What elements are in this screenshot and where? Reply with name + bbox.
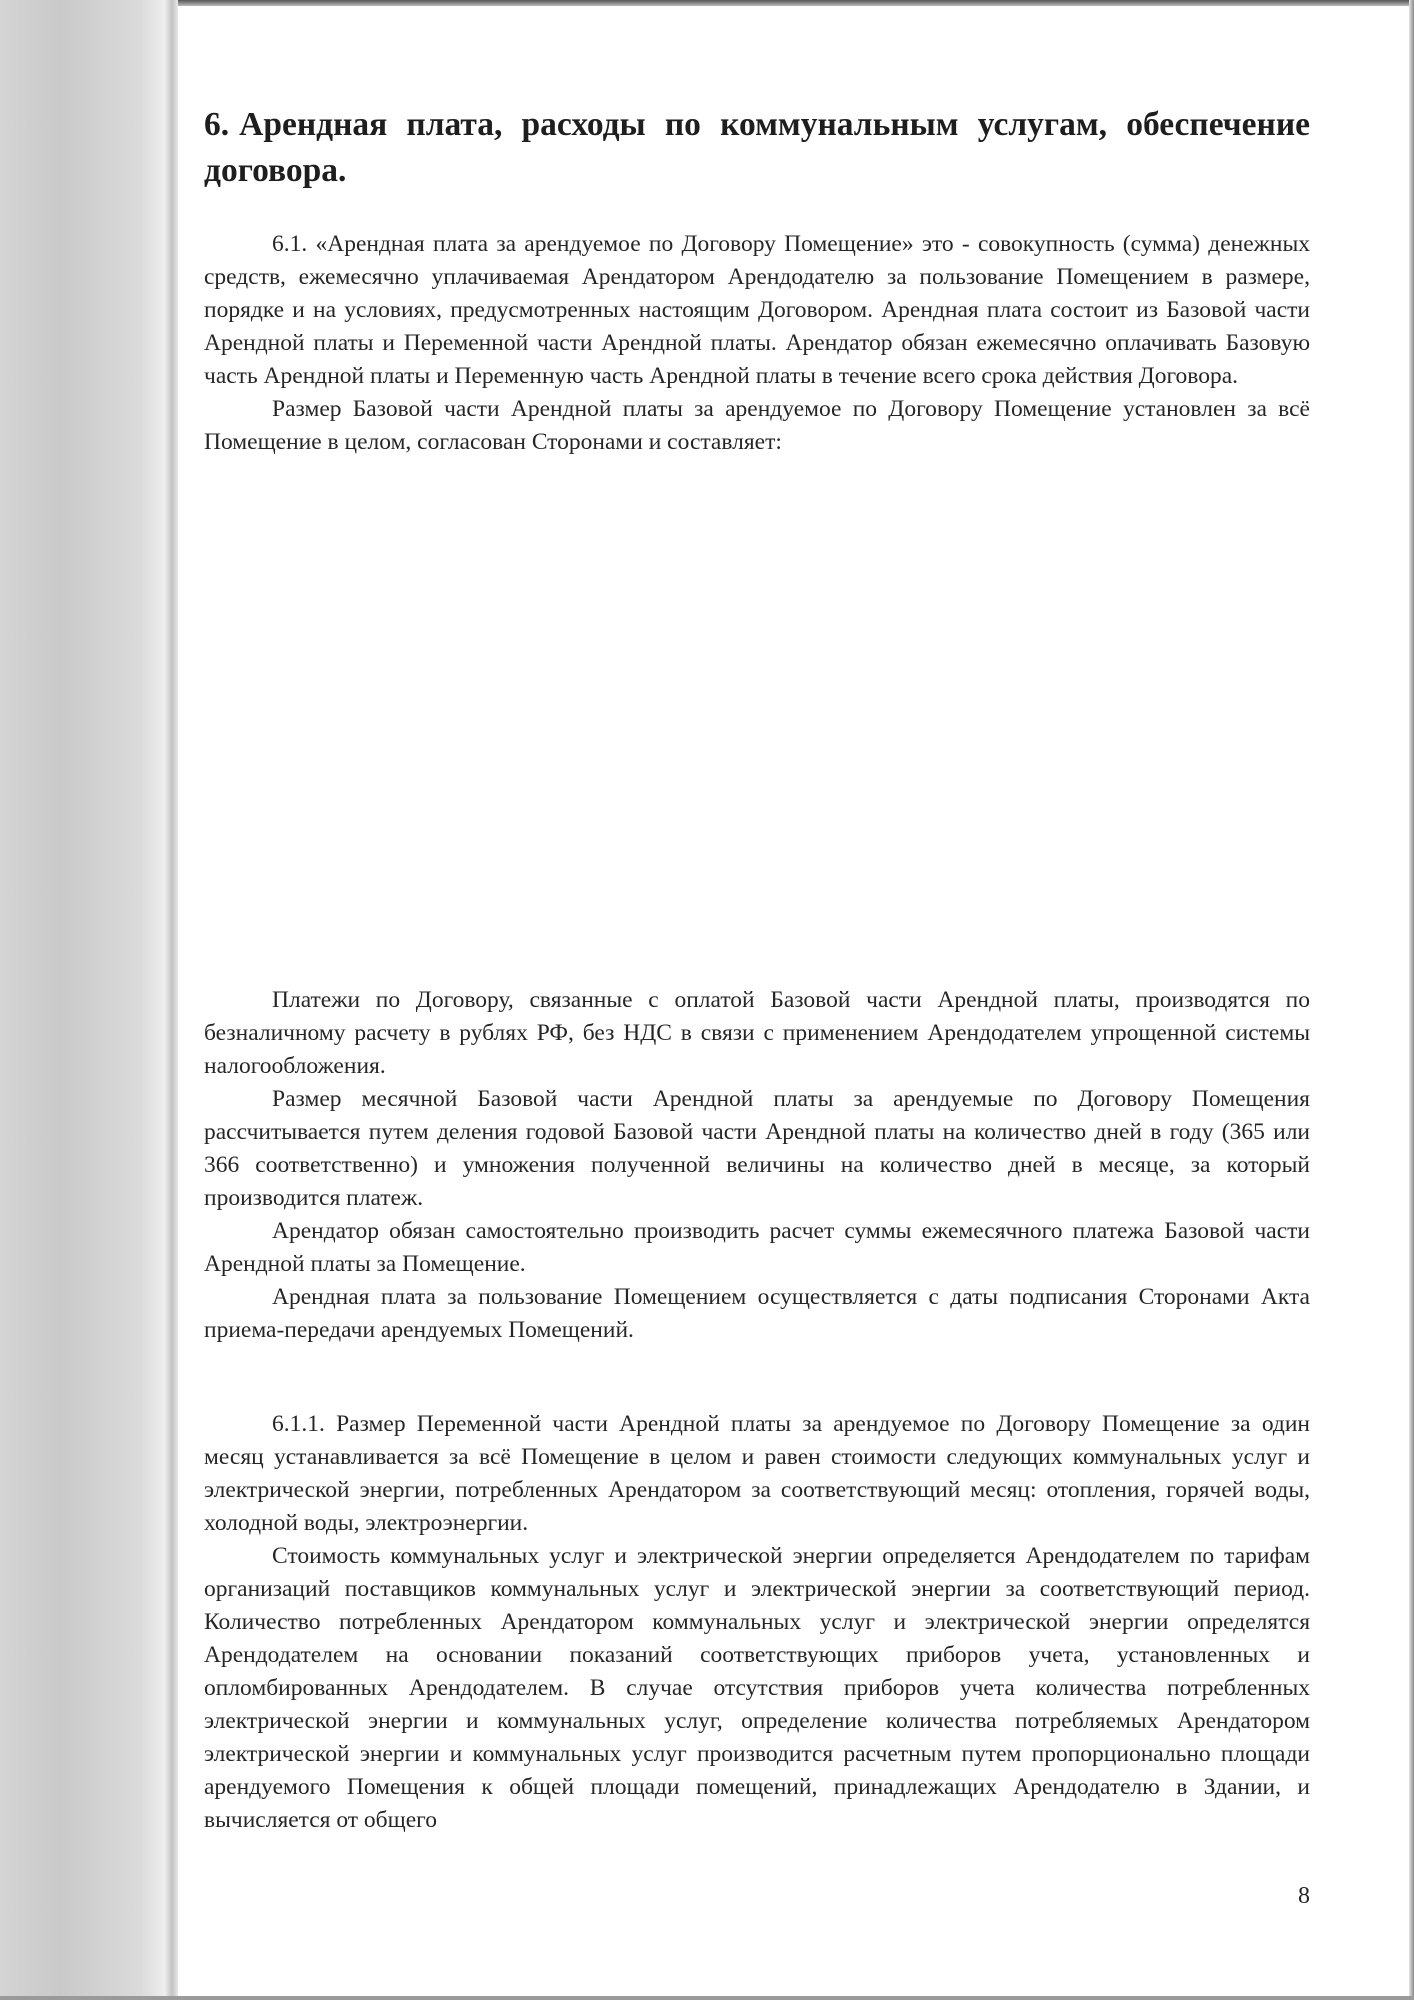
document-page bbox=[204, 0, 1310, 2000]
paragraph-payments: Платежи по Договору, связанные с оплатой Базовой части Арендной платы, производятся по безналичному расчету в рублях РФ, без НДС в связи с применением Арендодателем упрощенной системы налогообложения. bbox=[204, 987, 1310, 1079]
paragraph-start: Арендная плата за пользование Помещением осуществляется с даты подписания Сторонами Акта приема-передачи арендуемых Помещений. bbox=[204, 1284, 1310, 1343]
paragraph-base-size: Размер Базовой части Арендной платы за арендуемое по Договору Помещение установлен за всё Помещение в целом, согласован Сторонами и составляет: bbox=[204, 396, 1310, 455]
paragraph-tenant-calc: Арендатор обязан самостоятельно производить расчет суммы ежемесячного платежа Базовой части Арендной платы за Помещение. bbox=[204, 1218, 1310, 1277]
section-heading bbox=[204, 102, 1310, 194]
rent-definition-block bbox=[204, 228, 1310, 459]
variable-rent-block bbox=[204, 1408, 1310, 1837]
paragraph-cost: Стоимость коммунальных услуг и электрической энергии определяется Арендодателем по тарифам организаций поставщиков коммунальных услуг и электрической энергии за соответствующий период. Количество потребленных Арендатором коммунальных услуг и электрической энергии определятся Арендодателем на основании показаний соответствующих приборов учета, установленных и опломбированных Арендодателем. В случае отсутствия приборов учета количества потребленных электрической энергии и коммунальных услуг, определение количества потребляемых Арендатором электрической энергии и коммунальных услуг производится расчетным путем пропорционально площади арендуемого Помещения к общей площади помещений, принадлежащих Арендодателю в Здании, и вычисляется от общего bbox=[204, 1543, 1310, 1833]
section-number: 6. bbox=[204, 106, 230, 143]
page-number: 8 bbox=[1298, 1883, 1310, 1909]
payment-terms-block bbox=[204, 984, 1310, 1347]
scan-binding-shadow bbox=[0, 0, 178, 2000]
paragraph-6-1-1: 6.1.1. Размер Переменной части Арендной платы за арендуемое по Договору Помещение за один месяц устанавливается за всё Помещение в целом и равен стоимости следующих коммунальных услуг и электрической энергии, потребленных Арендатором за соответствующий месяц: отопления, горячей воды, холодной воды, электроэнергии. bbox=[204, 1411, 1310, 1536]
paragraph-6-1: 6.1. «Арендная плата за арендуемое по Договору Помещение» это - совокупность (сумма) денежных средств, ежемесячно уплачиваемая Арендатором Арендодателю за пользование Помещением в размере, порядке и на условиях, предусмотренных настоящим Договором. Арендная плата состоит из Базовой части Арендной платы и Переменной части Арендной платы. Арендатор обязан ежемесячно оплачивать Базовую часть Арендной платы и Переменную часть Арендной платы в течение всего срока действия Договора. bbox=[204, 231, 1310, 389]
paragraph-monthly-calc: Размер месячной Базовой части Арендной платы за арендуемые по Договору Помещения рассчитывается путем деления годовой Базовой части Арендной платы на количество дней в году (365 или 366 соответственно) и умножения полученной величины на количество дней в месяце, за который производится платеж. bbox=[204, 1086, 1310, 1211]
section-title: Арендная плата, расходы по коммунальным услугам, обеспечение договора. bbox=[204, 106, 1310, 189]
scan-right-edge bbox=[1409, 0, 1414, 2000]
